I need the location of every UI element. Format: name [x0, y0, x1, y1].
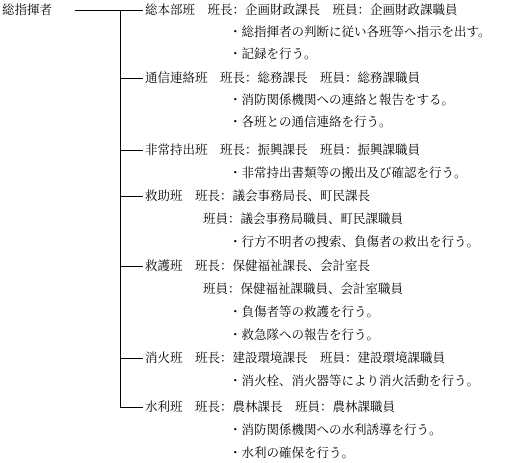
team-task: ・総指揮者の判断に従い各班等へ指示を出す。 [229, 24, 491, 39]
team-header: 救助班 班長：議会事務局長、町民課長 [145, 188, 371, 203]
branch-line [120, 407, 143, 408]
team-task: ・行方不明者の捜索、負傷者の救出を行う。 [229, 234, 480, 249]
team-header: 水利班 班長：農林課長 班員：農林課職員 [145, 399, 396, 414]
team-task: ・非常持出書類等の搬出及び確認を行う。 [229, 165, 467, 180]
team-subheader: 班員：議会事務局職員、町民課職員 [203, 211, 404, 226]
root-label: 総指揮者 [2, 2, 53, 17]
team-task: ・水利の確保を行う。 [229, 445, 355, 460]
team-subheader: 班員：保健福祉課職員、会計室職員 [203, 281, 404, 296]
team-task: ・消防関係機関への水利誘導を行う。 [229, 422, 442, 437]
branch-line [120, 150, 143, 151]
branch-line [120, 10, 143, 11]
branch-line [120, 266, 143, 267]
team-task: ・救急隊への報告を行う。 [229, 327, 380, 342]
team-header: 消火班 班長：建設環境課長 班員：建設環境課職員 [145, 350, 446, 365]
team-task: ・負傷者等の救護を行う。 [229, 304, 380, 319]
root-connector [75, 10, 120, 11]
branch-line [120, 78, 143, 79]
team-task: ・消防関係機関への連絡と報告をする。 [229, 92, 455, 107]
branch-line [120, 358, 143, 359]
team-header: 救護班 班長：保健福祉課長、会計室長 [145, 258, 371, 273]
branch-line [120, 196, 143, 197]
team-task: ・記録を行う。 [229, 46, 317, 61]
team-header: 通信連絡班 班長：総務課長 班員：総務課職員 [145, 70, 421, 85]
team-header: 総本部班 班長：企画財政課長 班員：企画財政課職員 [145, 2, 458, 17]
team-task: ・消火栓、消火器等により消火活動を行う。 [229, 373, 480, 388]
trunk-line [120, 10, 121, 408]
team-task: ・各班との通信連絡を行う。 [229, 114, 392, 129]
team-header: 非常持出班 班長：振興課長 班員：振興課職員 [145, 142, 421, 157]
